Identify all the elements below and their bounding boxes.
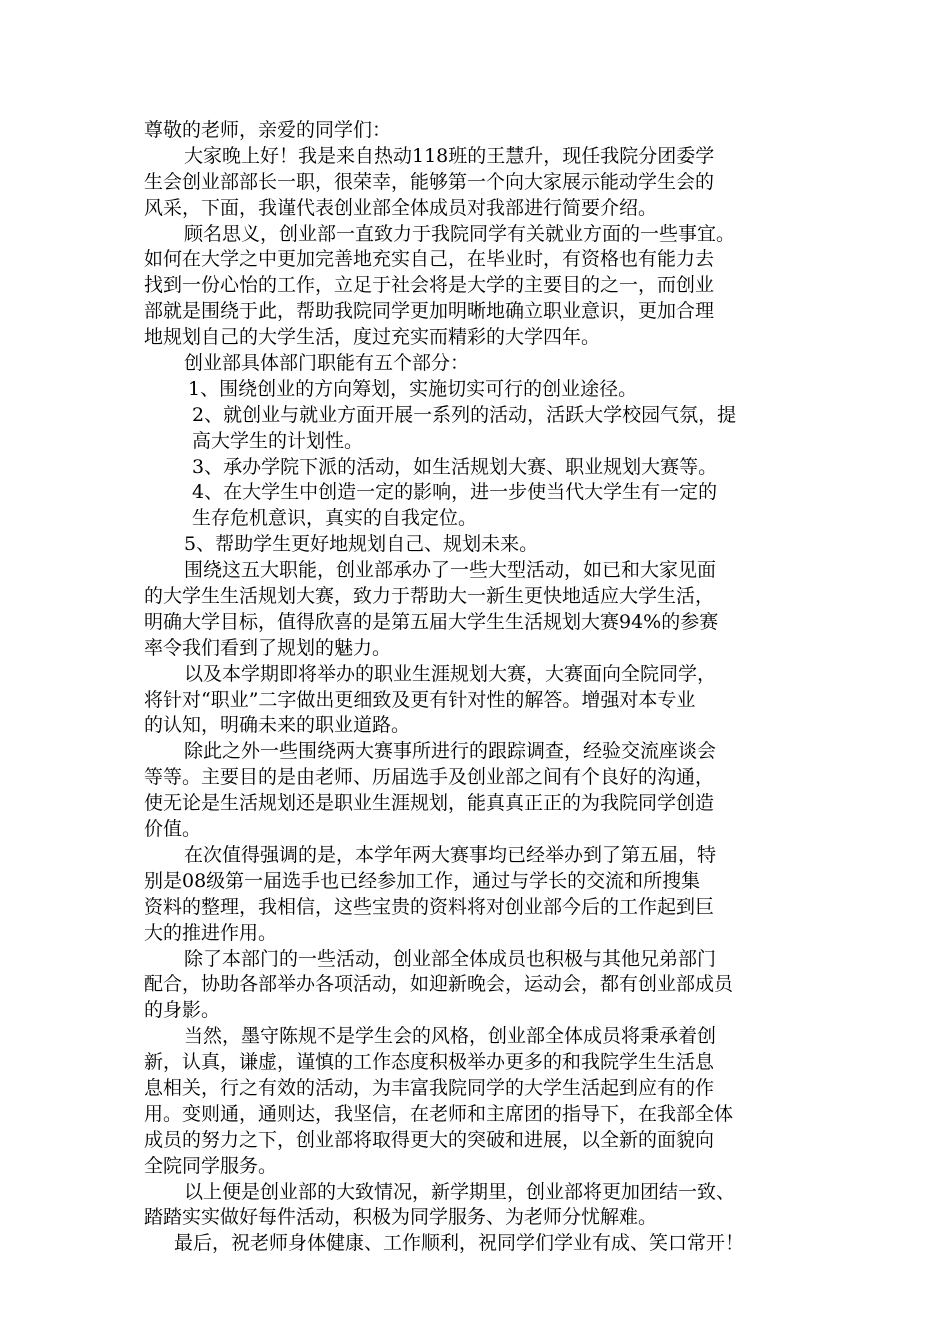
text-line: 成员的努力之下，创业部将取得更大的突破和进展，以全新的面貌向	[144, 1128, 715, 1151]
text-line: 等等。主要目的是由老师、历届选手及创业部之间有个良好的沟通，	[144, 766, 715, 789]
text-line: 除此之外一些围绕两大赛事所进行的跟踪调查，经验交流座谈会	[184, 740, 717, 763]
text-line: 配合，协助各部举办各项活动，如迎新晚会，运动会，都有创业部成员	[144, 973, 734, 996]
list-item: 高大学生的计划性。	[192, 429, 364, 452]
salutation-line: 尊敬的老师，亲爱的同学们：	[144, 119, 392, 141]
text-line: 明确大学目标，值得欣喜的是第五届大学生生活规划大赛94%的参赛	[144, 610, 719, 633]
text-line: 大家晚上好！我是来自热动118班的王慧升，现任我院分团委学	[184, 144, 715, 167]
list-item: 1、围绕创业的方向筹划，实施切实可行的创业途径。	[188, 377, 638, 400]
text-line: 踏踏实实做好每件活动，积极为同学服务、为老师分忧解难。	[144, 1206, 658, 1229]
text-line: 用。变则通，通则达，我坚信，在老师和主席团的指导下，在我部全体	[144, 1102, 734, 1125]
closing-line: 最后，祝老师身体健康、工作顺利，祝同学们学业有成、笑口常开！	[174, 1232, 745, 1255]
text-line: 的大学生生活规划大赛，致力于帮助大一新生更快地适应大学生活，	[144, 585, 715, 608]
text-line: 的认知，明确未来的职业道路。	[144, 714, 411, 737]
text-line: 如何在大学之中更加完善地充实自己，在毕业时，有资格也有能力去	[144, 248, 715, 271]
speech-text	[144, 118, 824, 1257]
text-line: 息相关，行之有效的活动，为丰富我院同学的大学生活起到应有的作	[144, 1076, 715, 1099]
list-item: 5、帮助学生更好地规划自己、规划未来。	[184, 533, 539, 556]
text-line: 将针对“职业”二字做出更细致及更有针对性的解答。增强对本专业	[144, 688, 696, 711]
text-line: 全院同学服务。	[144, 1154, 278, 1177]
text-line: 的身影。	[144, 999, 221, 1022]
text-line: 找到一份心怡的工作，立足于社会将是大学的主要目的之一，而创业	[144, 274, 715, 297]
text-line: 生会创业部部长一职，很荣幸，能够第一个向大家展示能动学生会的	[144, 170, 715, 193]
text-line: 当然，墨守陈规不是学生会的风格，创业部全体成员将秉承着创	[184, 1025, 717, 1048]
text-line: 除了本部门的一些活动，创业部全体成员也积极与其他兄弟部门	[184, 947, 717, 970]
text-line: 以上便是创业部的大致情况，新学期里，创业部将更加团结一致、	[184, 1180, 736, 1203]
text-line: 部就是围绕于此，帮助我院同学更加明晰地确立职业意识，更加合理	[144, 300, 715, 323]
text-line: 在次值得强调的是，本学年两大赛事均已经举办到了第五届，特	[184, 843, 717, 866]
list-item: 4、在大学生中创造一定的影响，进一步使当代大学生有一定的	[192, 481, 718, 504]
text-line: 使无论是生活规划还是职业生涯规划，能真真正正的为我院同学创造	[144, 792, 715, 815]
text-line: 顾名思义，创业部一直致力于我院同学有关就业方面的一些事宜。	[184, 222, 736, 245]
text-line: 风采，下面，我谨代表创业部全体成员对我部进行简要介绍。	[144, 196, 658, 219]
text-line: 价值。	[144, 818, 202, 841]
text-line: 新，认真，谦虚，谨慎的工作态度积极举办更多的和我院学生生活息	[144, 1051, 715, 1074]
text-line: 创业部具体部门职能有五个部分：	[184, 352, 470, 375]
text-line: 别是08级第一届选手也已经参加工作，通过与学长的交流和所搜集	[144, 869, 701, 892]
text-line: 围绕这五大职能，创业部承办了一些大型活动，如已和大家见面	[184, 559, 717, 582]
text-line: 以及本学期即将举办的职业生涯规划大赛，大赛面向全院同学，	[184, 662, 717, 685]
text-line: 地规划自己的大学生活，度过充实而精彩的大学四年。	[144, 326, 601, 349]
text-line: 率令我们看到了规划的魅力。	[144, 636, 392, 659]
text-line: 大的推进作用。	[144, 921, 278, 944]
list-item: 2、就创业与就业方面开展一系列的活动，活跃大学校园气氛，提	[192, 403, 737, 426]
list-item: 生存危机意识，真实的自我定位。	[192, 507, 478, 530]
list-item: 3、承办学院下派的活动，如生活规划大赛、职业规划大赛等。	[192, 455, 718, 478]
text-line: 资料的整理，我相信，这些宝贵的资料将对创业部今后的工作起到巨	[144, 895, 715, 918]
